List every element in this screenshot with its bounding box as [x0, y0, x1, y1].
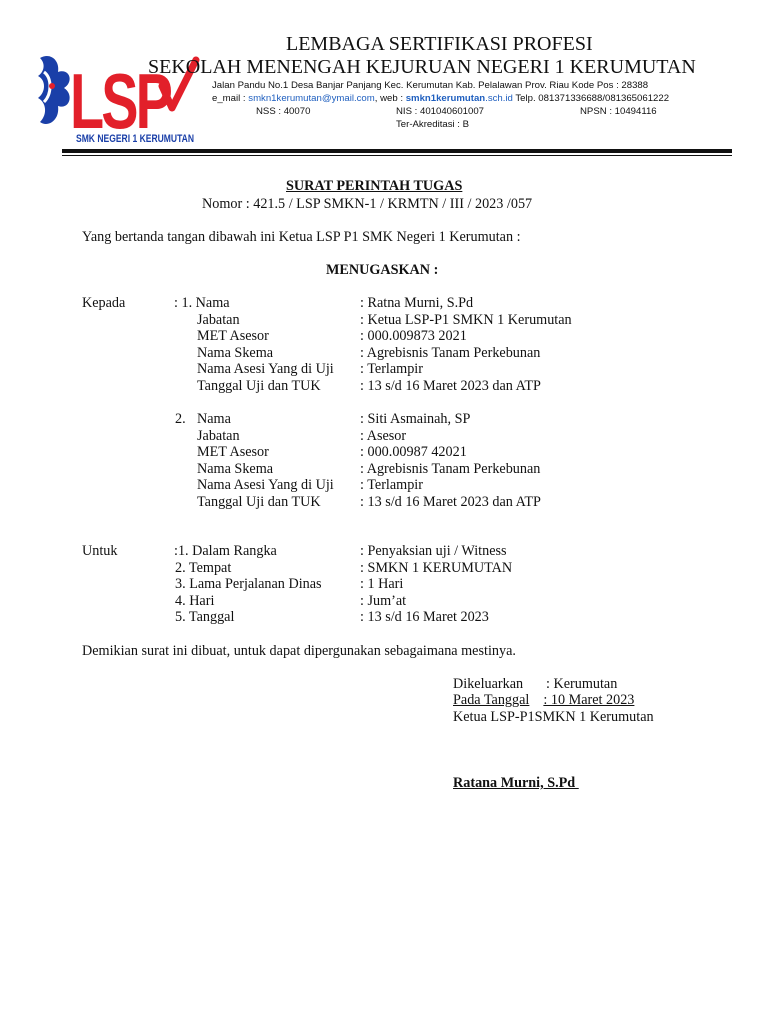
- issued-value: : Kerumutan: [546, 676, 618, 692]
- lsp-logo: [30, 38, 200, 150]
- date-value: : 10 Maret 2023: [543, 692, 635, 708]
- accreditation-text: Ter-Akreditasi : B: [396, 119, 470, 130]
- logo-subtext: SMK NEGERI 1 KERUMUTAN: [76, 133, 195, 145]
- org-address: Jalan Pandu No.1 Desa Banjar Panjang Kec. Kerumutan Kab. Pelalawan Prov. Riau Kode Pos : 28388: [212, 80, 649, 91]
- signer-name: Ratana Murni, S.Pd: [453, 775, 579, 791]
- person-1-asesi-value: : Terlampir: [360, 361, 423, 377]
- person-2-skema-value: : Agrebisnis Tanam Perkebunan: [360, 461, 541, 477]
- person-2-tanggal-field: Tanggal Uji dan TUK: [197, 494, 321, 510]
- issued-label: Dikeluarkan: [453, 676, 524, 692]
- untuk-tanggal-field: 5. Tanggal: [175, 609, 235, 625]
- kepada-label: Kepada: [82, 295, 126, 311]
- org-name-line2: SEKOLAH MENENGAH KEJURUAN NEGERI 1 KERUMUTAN: [148, 56, 696, 78]
- person-2-asesi-field: Nama Asesi Yang di Uji: [197, 477, 334, 493]
- person-1-skema-value: : Agrebisnis Tanam Perkebunan: [360, 345, 541, 361]
- person-2-number: 2.: [175, 411, 186, 427]
- person-2-name-value: : Siti Asmainah, SP: [360, 411, 471, 427]
- closing-statement: Demikian surat ini dibuat, untuk dapat dipergunakan sebagaimana mestinya.: [82, 643, 516, 659]
- person-2-met-value: : 000.00987 42021: [360, 444, 467, 460]
- letter-number: Nomor : 421.5 / LSP SMKN-1 / KRMTN / III / 2023 /057: [202, 196, 533, 212]
- person-2-jabatan-field: Jabatan: [197, 428, 240, 444]
- person-1-tanggal-value: : 13 s/d 16 Maret 2023 dan ATP: [360, 378, 541, 394]
- person-2-met-field: MET Asesor: [197, 444, 269, 460]
- untuk-hari-field: 4. Hari: [175, 593, 215, 609]
- person-1-skema-field: Nama Skema: [197, 345, 274, 361]
- signer-position: Ketua LSP-P1SMKN 1 Kerumutan: [453, 709, 654, 725]
- email-link[interactable]: smkn1kerumutan@ymail.com: [248, 93, 375, 104]
- date-label: [453, 692, 634, 708]
- person-2-name-field: Nama: [197, 411, 231, 427]
- person-2-jabatan-value: : Asesor: [360, 428, 407, 444]
- web-link[interactable]: [406, 93, 513, 104]
- untuk-label: Untuk: [82, 543, 118, 559]
- phone-text: Telp. 081371336688/081365061222: [512, 93, 670, 104]
- untuk-tempat-field: 2. Tempat: [175, 560, 232, 576]
- person-1-met-field: MET Asesor: [197, 328, 269, 344]
- person-1-met-value: : 000.009873 2021: [360, 328, 467, 344]
- date-label-text: Pada Tanggal: [453, 692, 530, 708]
- web-domain-rest: .sch.id: [485, 93, 513, 104]
- untuk-rangka-field: :1. Dalam Rangka: [174, 543, 277, 559]
- person-1-name-field: : 1. Nama: [174, 295, 230, 311]
- person-2-tanggal-value: : 13 s/d 16 Maret 2023 dan ATP: [360, 494, 541, 510]
- letter-intro: Yang bertanda tangan dibawah ini Ketua LSP P1 SMK Negeri 1 Kerumutan :: [82, 229, 521, 245]
- email-label: e_mail :: [212, 93, 249, 104]
- untuk-rangka-value: : Penyaksian uji / Witness: [360, 543, 507, 559]
- letter-title: SURAT PERINTAH TUGAS: [286, 178, 463, 194]
- person-1-name-value: : Ratna Murni, S.Pd: [360, 295, 474, 311]
- header-divider-thick: [62, 149, 732, 153]
- header-divider-thin: [62, 155, 732, 156]
- untuk-lama-value: : 1 Hari: [360, 576, 404, 592]
- nss-text: NSS : 40070: [256, 106, 311, 117]
- contact-line: [212, 93, 669, 104]
- untuk-tanggal-value: : 13 s/d 16 Maret 2023: [360, 609, 489, 625]
- person-1-tanggal-field: Tanggal Uji dan TUK: [197, 378, 321, 394]
- web-domain-bold: smkn1kerumutan: [405, 93, 486, 104]
- web-label: , web :: [374, 93, 406, 104]
- logo-bird-shape: [38, 56, 70, 124]
- person-2-skema-field: Nama Skema: [197, 461, 274, 477]
- person-1-jabatan-field: Jabatan: [197, 312, 240, 328]
- untuk-tempat-value: : SMKN 1 KERUMUTAN: [360, 560, 513, 576]
- person-1-jabatan-value: : Ketua LSP-P1 SMKN 1 Kerumutan: [360, 312, 572, 328]
- assign-heading: MENUGASKAN :: [326, 262, 439, 278]
- logo-text: LSP: [70, 57, 172, 145]
- person-1-asesi-field: Nama Asesi Yang di Uji: [197, 361, 334, 377]
- org-name-line1: LEMBAGA SERTIFIKASI PROFESI: [286, 33, 593, 55]
- untuk-hari-value: : Jum’at: [360, 593, 407, 609]
- untuk-lama-field: 3. Lama Perjalanan Dinas: [175, 576, 322, 592]
- nis-text: NIS : 401040601007: [396, 106, 485, 117]
- person-2-asesi-value: : Terlampir: [360, 477, 423, 493]
- npsn-text: NPSN : 10494116: [580, 106, 657, 117]
